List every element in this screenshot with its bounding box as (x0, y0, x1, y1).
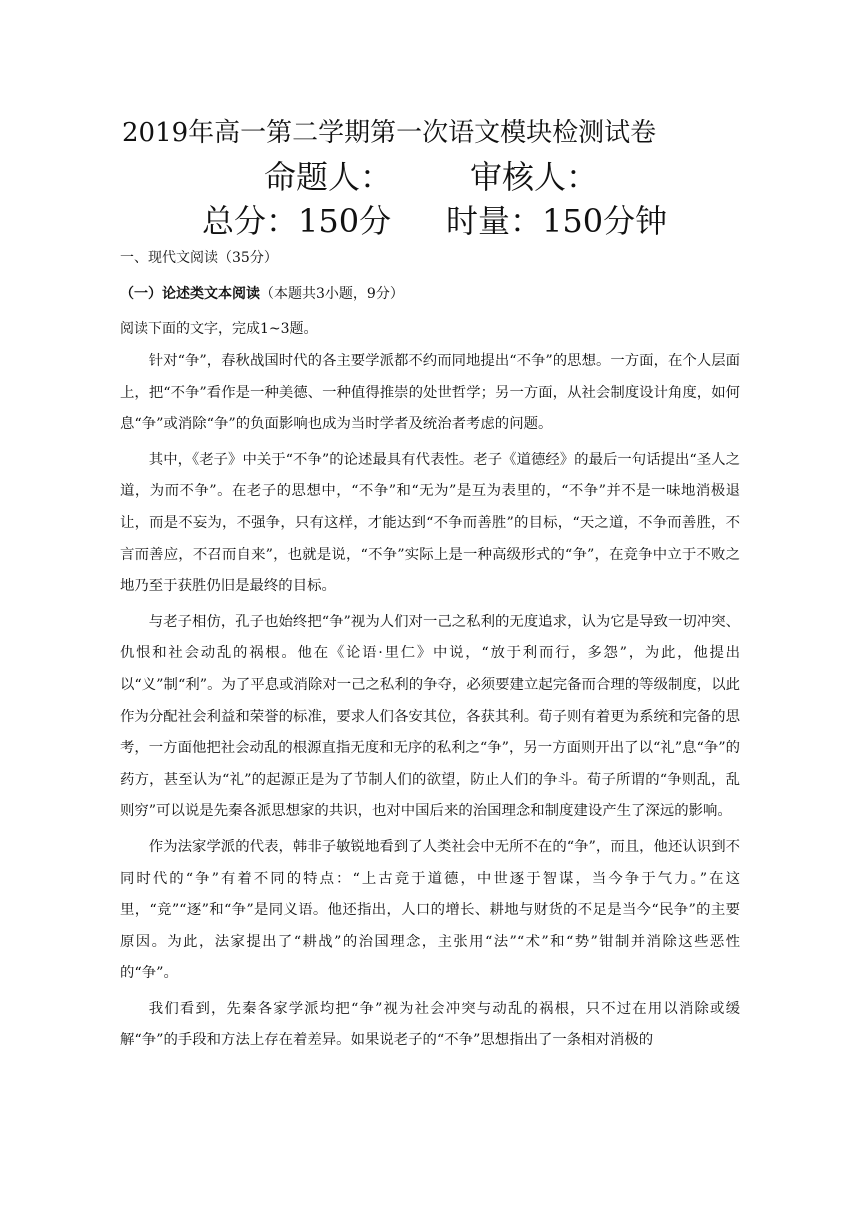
total-score: 总分：150分 (202, 202, 392, 240)
exam-title: 2019年高一第二学期第一次语文模块检测试卷 (122, 118, 657, 148)
passage-paragraph: 作为法家学派的代表，韩非子敏锐地看到了人类社会中无所不在的“争”，而且，他还认识到不同时代的“争”有着不同的特点：“上古竞于道德，中世逐于智谋，当今争于气力。”在这里，“竞”“逐”和“争”是同义语。他还指出，人口的增长、耕地与财货的不足是当今“民争”的主要原因。为此，法家提出了“耕战”的治国理念，主张用“法”“术”和“势”钳制并消除这些恶性的“争”。 (120, 838, 740, 982)
passage (120, 346, 740, 1061)
section-heading: 一、现代文阅读（35分） (120, 250, 278, 266)
sub-section-title: （一）论述类文本阅读 (120, 286, 260, 302)
passage-paragraph: 针对“争”，春秋战国时代的各主要学派都不约而同地提出“不争”的思想。一方面，在个人层面上，把“不争”看作是一种美德、一种值得推崇的处世哲学；另一方面，从社会制度设计角度，如何息“争”或消除“争”的负面影响也成为当时学者及统治者考虑的问题。 (120, 353, 740, 433)
passage-paragraph: 其中，《老子》中关于“不争”的论述最具有代表性。老子《道德经》的最后一句话提出“圣人之道，为而不争”。在老子的思想中，“不争”和“无为”是互为表里的，“不争”并不是一味地消极退让，而是不妄为，不强争，只有这样，才能达到“不争而善胜”的目标，“天之道，不争而善胜，不言而善应，不召而自来”，也就是说，“不争”实际上是一种高级形式的“争”，在竞争中立于不败之地乃至于获胜仍旧是最终的目标。 (120, 451, 740, 595)
reviewer-label: 审核人： (470, 158, 599, 196)
sub-section-note: （本题共3小题，9分） (260, 286, 404, 302)
passage-paragraph: 与老子相仿，孔子也始终把“争”视为人们对一己之私利的无度追求，认为它是导致一切冲突、仇恨和社会动乱的祸根。他在《论语·里仁》中说，“放于利而行，多怨”，为此，他提出以“义”制“利”。为了平息或消除对一己之私利的争夺，必须要建立起完备而合理的等级制度，以此作为分配社会利益和荣誉的标准，要求人们各安其位，各获其利。荀子则有着更为系统和完备的思考，一方面他把社会动乱的根源直指无度和无序的私利之“争”，另一方面则开出了以“礼”息“争”的药方，甚至认为“礼”的起源正是为了节制人们的欲望，防止人们的争斗。荀子所谓的“争则乱，乱则穷”可以说是先秦各派思想家的共识，也对中国后来的治国理念和制度建设产生了深远的影响。 (120, 613, 740, 820)
time-limit: 时量：150分钟 (446, 202, 668, 240)
reading-instruction: 阅读下面的文字，完成1~3题。 (120, 321, 318, 337)
passage-paragraph: 我们看到，先秦各家学派均把“争”视为社会冲突与动乱的祸根，只不过在用以消除或缓解“争”的手段和方法上存在着差异。如果说老子的“不争”思想指出了一条相对消极的 (120, 1000, 740, 1049)
proposer-label: 命题人： (264, 158, 393, 196)
sub-section-heading (120, 283, 404, 303)
